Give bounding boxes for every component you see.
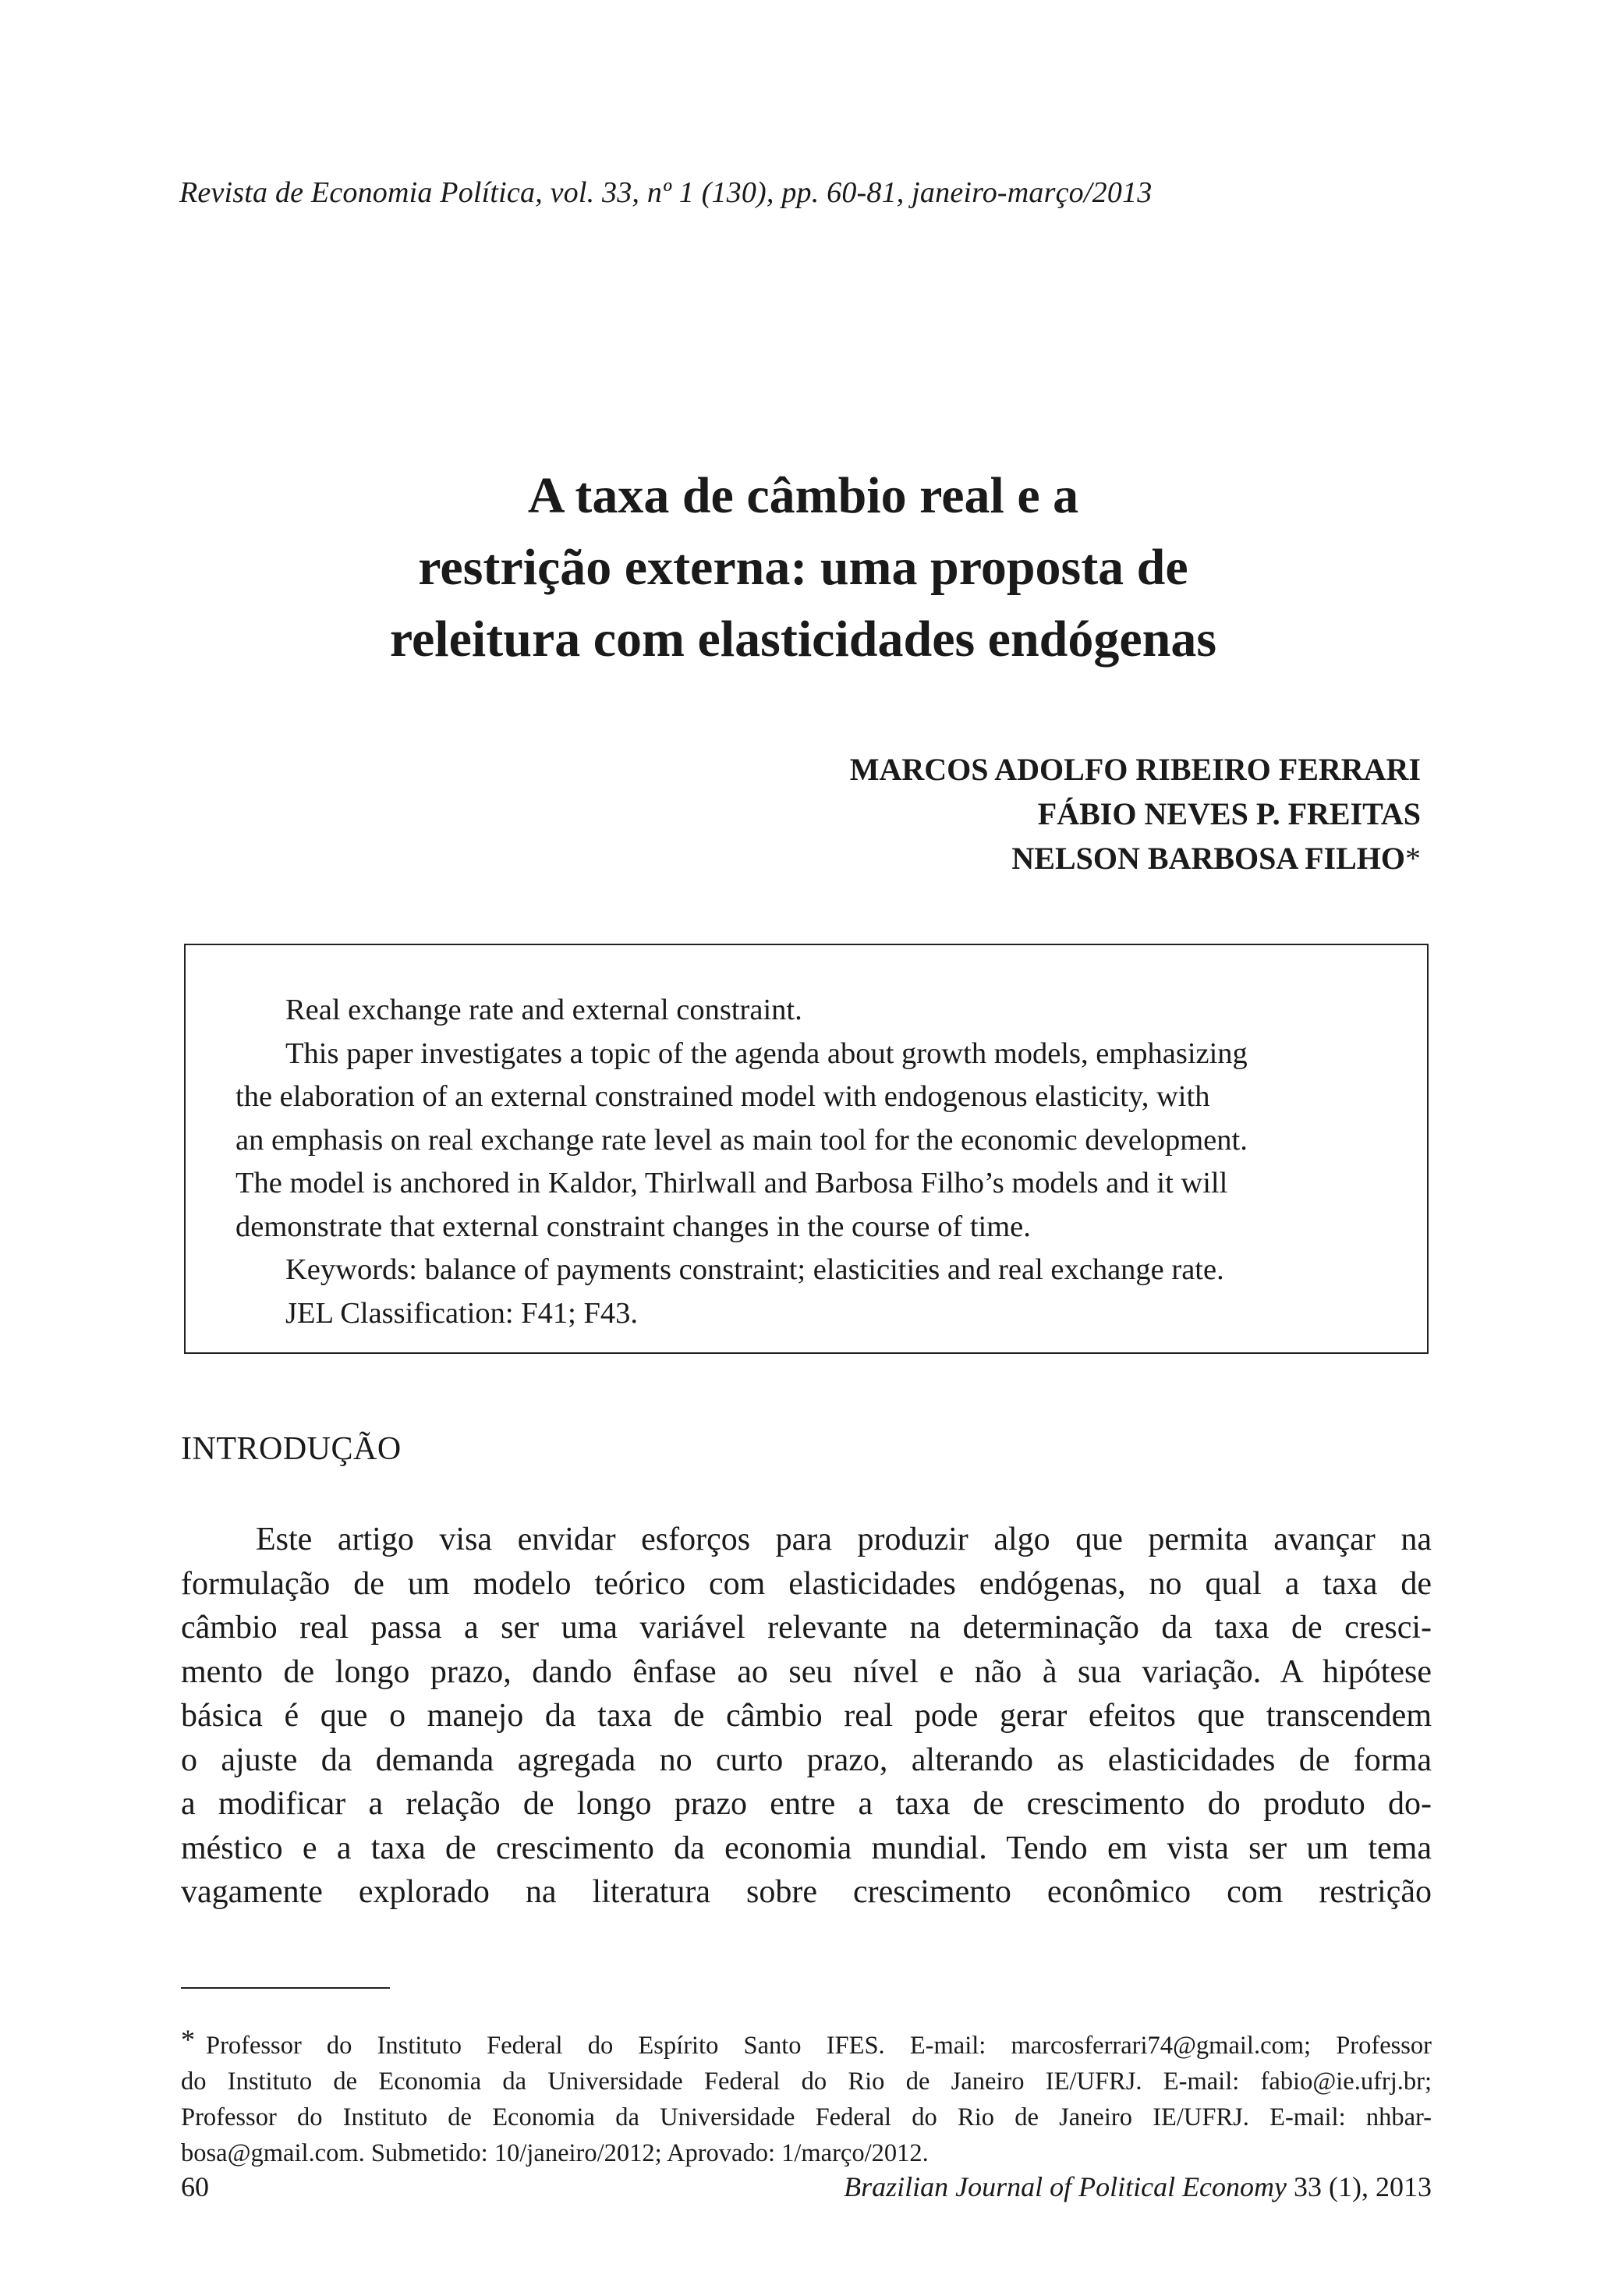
abstract-line: demonstrate that external constraint changes in the course of time. [235,1210,1031,1243]
title-line: restrição externa: uma proposta de [418,539,1188,596]
author-name: MARCOS ADOLFO RIBEIRO FERRARI [849,752,1421,787]
footnote-line: Professor do Instituto de Economia da Universidade Federal do Rio de Janeiro IE/UFRJ. E-mail: nhbar- [181,2103,1432,2131]
article-title [179,460,1427,675]
body-line: básica é que o manejo da taxa de câmbio real pode gerar efeitos que transcendem [181,1698,1432,1734]
footer-journal [844,2168,1432,2206]
title-line: releitura com elasticidades endógenas [389,611,1217,668]
footnote-line: bosa@gmail.com. Submetido: 10/janeiro/2012; Aprovado: 1/março/2012. [181,2139,929,2167]
body-line: a modificar a relação de longo prazo entre a taxa de crescimento do produto do- [181,1786,1432,1822]
journal-name: Brazilian Journal of Political Economy [844,2171,1287,2202]
page-number: 60 [181,2171,209,2202]
title-line: A taxa de câmbio real e a [527,467,1079,524]
body-line: o ajuste da demanda agregada no curto prazo, alterando as elasticidades de forma [181,1741,1432,1778]
body-line: méstico e a taxa de crescimento da economia mundial. Tendo em vista ser um tema [181,1830,1432,1866]
body-line: Este artigo visa envidar esforços para produzir algo que permita avançar na [256,1522,1432,1557]
body-line: vagamente explorado na literatura sobre crescimento econômico com restrição [181,1874,1432,1910]
footnote-marker: * [1405,841,1421,876]
footnote-divider [181,1987,390,1989]
abstract-keywords: Keywords: balance of payments constraint; elasticities and real exchange rate. [285,1253,1224,1286]
footnote-line: do Instituto de Economia da Universidade Federal do Rio de Janeiro IE/UFRJ. E-mail: fabio@ie.ufrj.br; [181,2067,1432,2096]
abstract-line: This paper investigates a topic of the agenda about growth models, emphasizing [285,1036,1248,1070]
abstract-line: the elaboration of an external constrained model with endogenous elasticity, with [235,1080,1210,1113]
abstract-text [235,989,1390,1335]
section-heading: INTRODUÇÃO [181,1431,402,1467]
footnote [181,2026,1432,2171]
footnote-line: Professor do Instituto Federal do Espírito Santo IFES. E-mail: marcosferrari74@gmail.com; Professor [206,2032,1432,2060]
running-head: Revista de Economia Política, vol. 33, nº 1 (130), pp. 60-81, janeiro-março/2013 [179,176,1153,209]
author-name: NELSON BARBOSA FILHO [1011,841,1405,876]
abstract-jel: JEL Classification: F41; F43. [285,1296,639,1330]
abstract-box [184,944,1429,1354]
body-line: formulação de um modelo teórico com elasticidades endógenas, no qual a taxa de [181,1565,1432,1602]
footnote-mark: * [181,2024,195,2055]
abstract-english-title: Real exchange rate and external constraint. [285,994,802,1026]
abstract-line: an emphasis on real exchange rate level as main tool for the economic development. [235,1123,1248,1157]
introduction-body [181,1518,1432,1915]
author-name: FÁBIO NEVES P. FREITAS [1037,796,1421,831]
author-list [485,747,1421,880]
body-line: câmbio real passa a ser uma variável relevante na determinação da taxa de cresci- [181,1610,1432,1646]
abstract-line: The model is anchored in Kaldor, Thirlwall and Barbosa Filho’s models and it will [235,1167,1228,1199]
body-line: mento de longo prazo, dando ênfase ao seu nível e não à sua variação. A hipótese [181,1653,1432,1690]
journal-issue: 33 (1), 2013 [1294,2171,1432,2202]
